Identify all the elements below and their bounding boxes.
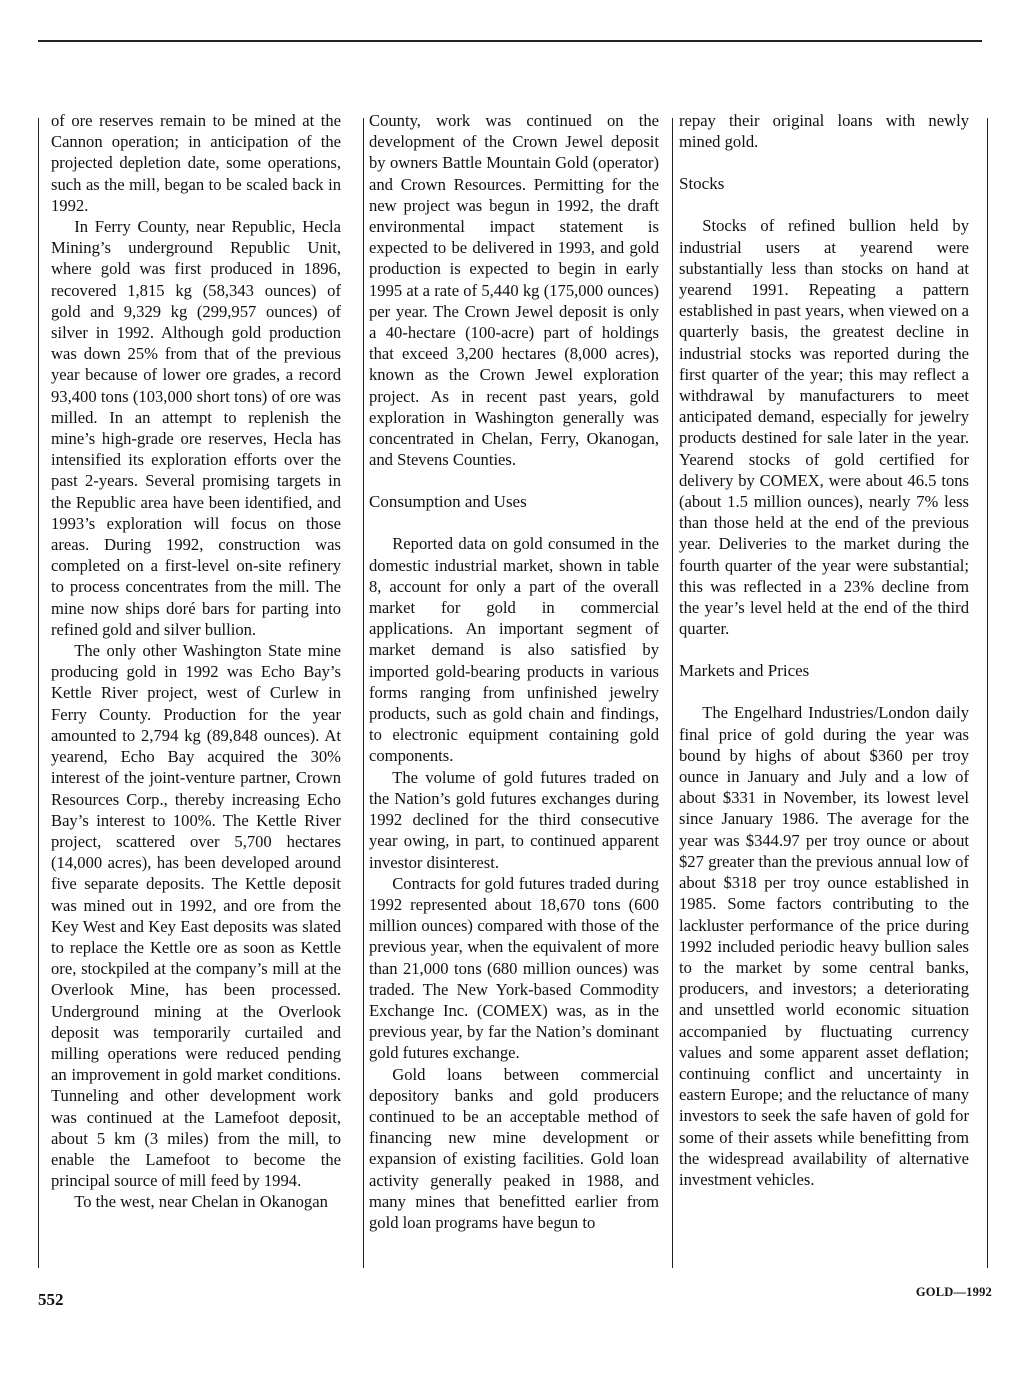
top-rule <box>38 40 982 42</box>
paragraph: of ore reserves remain to be mined at the Cannon operation; in anticipation of the projected depletion date, some operations, such as the mill, began to be scaled back in 1992. <box>51 111 341 215</box>
section-heading-stocks: Stocks <box>679 174 725 194</box>
paragraph: repay their original loans with newly mined gold. <box>679 111 969 152</box>
paragraph: To the west, near Chelan in Okanogan <box>74 1192 328 1212</box>
paragraph: Gold loans between commercial depository banks and gold producers continued to be an acceptable method of financing new mine development or expansion of existing facilities. Gold loan activity generally peaked in 1988, and many mines that benefitted earlier from gold loan programs have begun to <box>369 1064 659 1232</box>
column-rule-1 <box>363 118 364 1268</box>
paragraph: Contracts for gold futures traded during 1992 represented about 18,670 tons (600 million ounces) compared with those of the previous year, when the equivalent of more than 21,000 tons (680 million ounces) was traded. The New York-based Commodity Exchange Inc. (COMEX) was, as in the previous year, by far the Nation’s dominant gold futures exchange. <box>369 873 659 1063</box>
paragraph: The Engelhard Industries/London daily final price of gold during the year was bound by highs of about $360 per troy ounce in January and July and a low of about $331 in November, its lowest level since January 1986. The average for the year was $344.97 per troy ounce or about $27 greater than the previous annual low of about $318 per troy ounce established in 1985. Some factors contributing to the lackluster performance of the price during 1992 included periodic heavy bullion sales to the market by some central banks, producers, and investors; a deteriorating and unsettled world economic situation accompanied by fluctuating currency values and some apparent asset deflation; continuing conflict and uncertainty in eastern Europe; and the reluctance of many investors to seek the safe haven of gold for some of their assets while benefitting from the widespread availability of alternative investment vehicles. <box>679 703 969 1189</box>
running-title: GOLD—1992 <box>915 1285 992 1299</box>
paragraph: The volume of gold futures traded on the Nation’s gold futures exchanges during 1992 declined for the third consecutive year owing, in part, to continued apparent investor disinterest. <box>369 767 659 872</box>
section-heading-markets: Markets and Prices <box>679 661 810 681</box>
page-number: 552 <box>38 1290 64 1309</box>
column-rule-2 <box>672 118 673 1268</box>
column-rule-left <box>38 118 39 1268</box>
text-column-2 <box>369 110 659 1233</box>
column-rule-right <box>987 118 988 1268</box>
paragraph: Stocks of refined bullion held by industrial users at yearend were substantially less than stocks on hand at yearend 1991. Repeating a pattern established in past years, when viewed on a quarterly basis, the greatest decline in industrial stocks was reported during the first quarter of the year; this may reflect a withdrawal by manufacturers to meet anticipated demand, especially for jewelry products destined for sale later in the year. Yearend stocks of gold certified for delivery by COMEX, were about 46.5 tons (about 1.5 million ounces), nearly 7% less than those held at the end of the previous year. Deliveries to the market during the fourth quarter of the year were substantial; this was reflected in a 23% decline from the year’s level held at the end of the third quarter. <box>679 216 969 639</box>
paragraph: Reported data on gold consumed in the domestic industrial market, shown in table 8, account for only a part of the overall market for gold in commercial applications. An important segment of market demand is also satisfied by imported gold-bearing products in various forms ranging from unfinished jewelry products, such as gold chain and findings, to electronic equipment containing gold components. <box>369 534 659 766</box>
text-column-3 <box>679 110 969 1190</box>
paragraph: In Ferry County, near Republic, Hecla Mining’s underground Republic Unit, where gold was first produced in 1896, recovered 1,815 kg (58,343 ounces) of gold and 9,329 kg (299,957 ounces) of silver in 1992. Although gold production was down 25% from that of the previous year because of lower ore grades, a record 93,400 tons (103,000 short tons) of ore was milled. In an attempt to replenish the mine’s high-grade ore reserves, Hecla has intensified its exploration efforts over the past 2-years. Several promising targets in the Republic area have been identified, and 1993’s exploration will focus on those areas. During 1992, construction was completed on a first-level on-site refinery to process concentrates from the mill. The mine now ships doré bars for parting into refined gold and silver bullion. <box>51 217 341 639</box>
text-column-1 <box>51 110 341 1213</box>
section-heading-consumption: Consumption and Uses <box>369 492 527 512</box>
paragraph: The only other Washington State mine producing gold in 1992 was Echo Bay’s Kettle River project, west of Curlew in Ferry County. Production for the year amounted to 2,794 kg (89,848 ounces). At yearend, Echo Bay acquired the 30% interest of the joint-venture partner, Crown Resources Corp., thereby increasing Echo Bay’s interest to 100%. The Kettle River project, scattered over 5,700 hectares (14,000 acres), has been developed around five separate deposits. The Kettle deposit was mined out in 1992, and ore from the Key West and Key East deposits was slated to replace the Kettle ore as soon as Kettle ore, stockpiled at the company’s mill at the Overlook Mine, has been processed. Underground mining at the Overlook deposit was temporarily curtailed and milling operations were reduced pending an improvement in gold market conditions. Tunneling and other development work was continued at the Lamefoot deposit, about 5 km (3 miles) from the mill, to enable the Lamefoot to become the principal source of mill feed by 1994. <box>51 641 341 1191</box>
paragraph: County, work was continued on the development of the Crown Jewel deposit by owners Battle Mountain Gold (operator) and Crown Resources. Permitting for the new project was begun in 1992, the draft environmental impact statement is expected to be delivered in 1993, and gold production is expected to begin in early 1995 at a rate of 5,440 kg (175,000 ounces) per year. The Crown Jewel deposit is only a 40-hectare (100-acre) part of holdings that exceed 3,200 hectares (8,000 acres), known as the Crown Jewel exploration project. As in recent past years, gold exploration in Washington generally was concentrated in Chelan, Ferry, Okanogan, and Stevens Counties. <box>369 111 659 470</box>
